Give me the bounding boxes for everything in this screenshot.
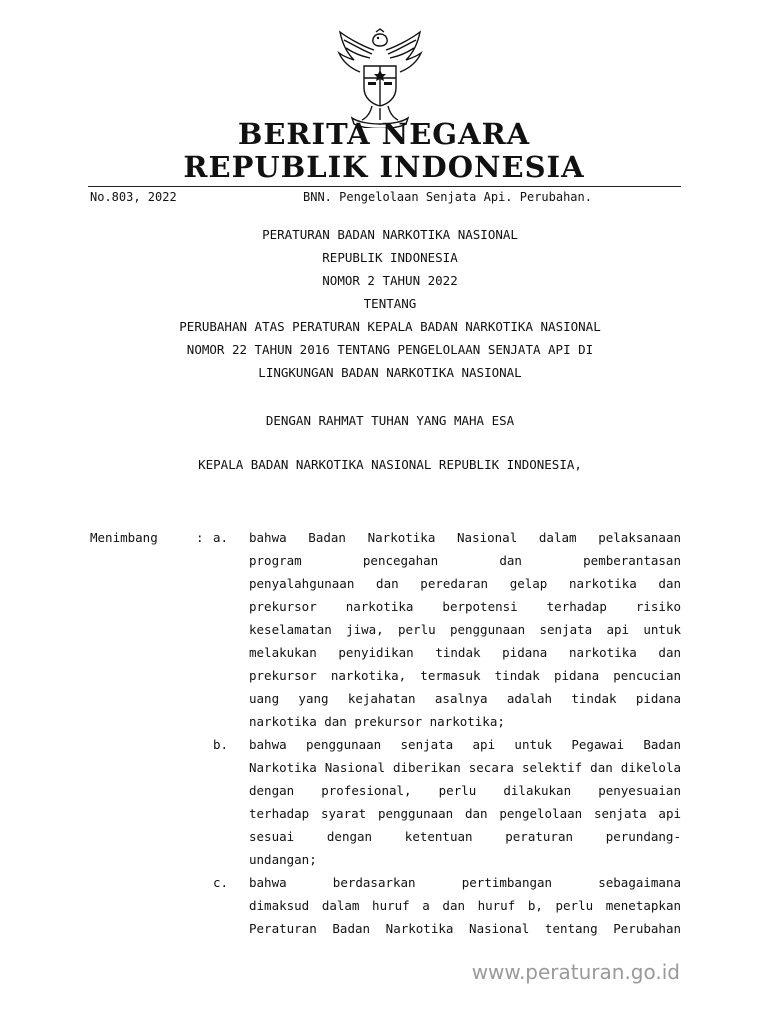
header-divider bbox=[88, 186, 681, 187]
consideration-line: dimaksud dalam huruf a dan huruf b, perlu menetapkan bbox=[249, 898, 681, 913]
consideration-line: prekursor narkotika, termasuk tindak pidana pencucian bbox=[249, 668, 681, 683]
consideration-line: Narkotika Nasional diberikan secara selektif dan dikelola bbox=[249, 760, 681, 775]
garuda-emblem-icon bbox=[334, 28, 426, 128]
regulation-title-line: TENTANG bbox=[363, 296, 417, 311]
menimbang-colon: : bbox=[196, 530, 204, 545]
regulation-title-line: NOMOR 2 TAHUN 2022 bbox=[322, 273, 458, 288]
consideration-line: keselamatan jiwa, perlu penggunaan senjata api untuk bbox=[249, 622, 681, 637]
consideration-line: narkotika dan prekursor narkotika; bbox=[249, 714, 505, 729]
item-letter: c. bbox=[213, 875, 229, 890]
item-letter: a. bbox=[213, 530, 229, 545]
regulation-title-line: NOMOR 22 TAHUN 2016 TENTANG PENGELOLAAN SENJATA API DI bbox=[186, 342, 594, 357]
consideration-line: terhadap syarat penggunaan dan pengelolaan senjata api bbox=[249, 806, 681, 821]
menimbang-label: Menimbang bbox=[90, 530, 158, 545]
gazette-subject: BNN. Pengelolaan Senjata Api. Perubahan. bbox=[303, 190, 592, 204]
regulation-title-line: REPUBLIK INDONESIA bbox=[322, 250, 458, 265]
consideration-line: undangan; bbox=[249, 852, 317, 867]
rahmat-line: DENGAN RAHMAT TUHAN YANG MAHA ESA bbox=[265, 413, 515, 428]
regulation-title-line: LINGKUNGAN BADAN NARKOTIKA NASIONAL bbox=[258, 365, 522, 380]
consideration-line: bahwa Badan Narkotika Nasional dalam pelaksanaan bbox=[249, 530, 681, 545]
regulation-title-line: PERUBAHAN ATAS PERATURAN KEPALA BADAN NARKOTIKA NASIONAL bbox=[179, 319, 601, 334]
kepala-line: KEPALA BADAN NARKOTIKA NASIONAL REPUBLIK INDONESIA, bbox=[198, 457, 582, 472]
consideration-line: dengan profesional, perlu dilakukan penyesuaian bbox=[249, 783, 681, 798]
regulation-title-line: PERATURAN BADAN NARKOTIKA NASIONAL bbox=[262, 227, 518, 242]
consideration-line: prekursor narkotika berpotensi terhadap risiko bbox=[249, 599, 681, 614]
consideration-line: penyalahgunaan dan peredaran gelap narkotika dan bbox=[249, 576, 681, 591]
consideration-line: melakukan penyidikan tindak pidana narkotika dan bbox=[249, 645, 681, 660]
consideration-line: bahwa berdasarkan pertimbangan sebagaimana bbox=[249, 875, 681, 890]
consideration-line: uang yang kejahatan asalnya adalah tindak pidana bbox=[249, 691, 681, 706]
consideration-line: bahwa penggunaan senjata api untuk Pegawai Badan bbox=[249, 737, 681, 752]
gazette-number: No.803, 2022 bbox=[90, 190, 177, 204]
masthead-title: BERITA NEGARA bbox=[237, 117, 531, 151]
masthead-subtitle: REPUBLIK INDONESIA bbox=[183, 150, 585, 184]
consideration-line: program pencegahan dan pemberantasan bbox=[249, 553, 681, 568]
consideration-line: sesuai dengan ketentuan peraturan perundang- bbox=[249, 829, 681, 844]
source-watermark-link[interactable]: www.peraturan.go.id bbox=[471, 960, 680, 984]
consideration-line: Peraturan Badan Narkotika Nasional tentang Perubahan bbox=[249, 921, 681, 936]
item-letter: b. bbox=[213, 737, 229, 752]
